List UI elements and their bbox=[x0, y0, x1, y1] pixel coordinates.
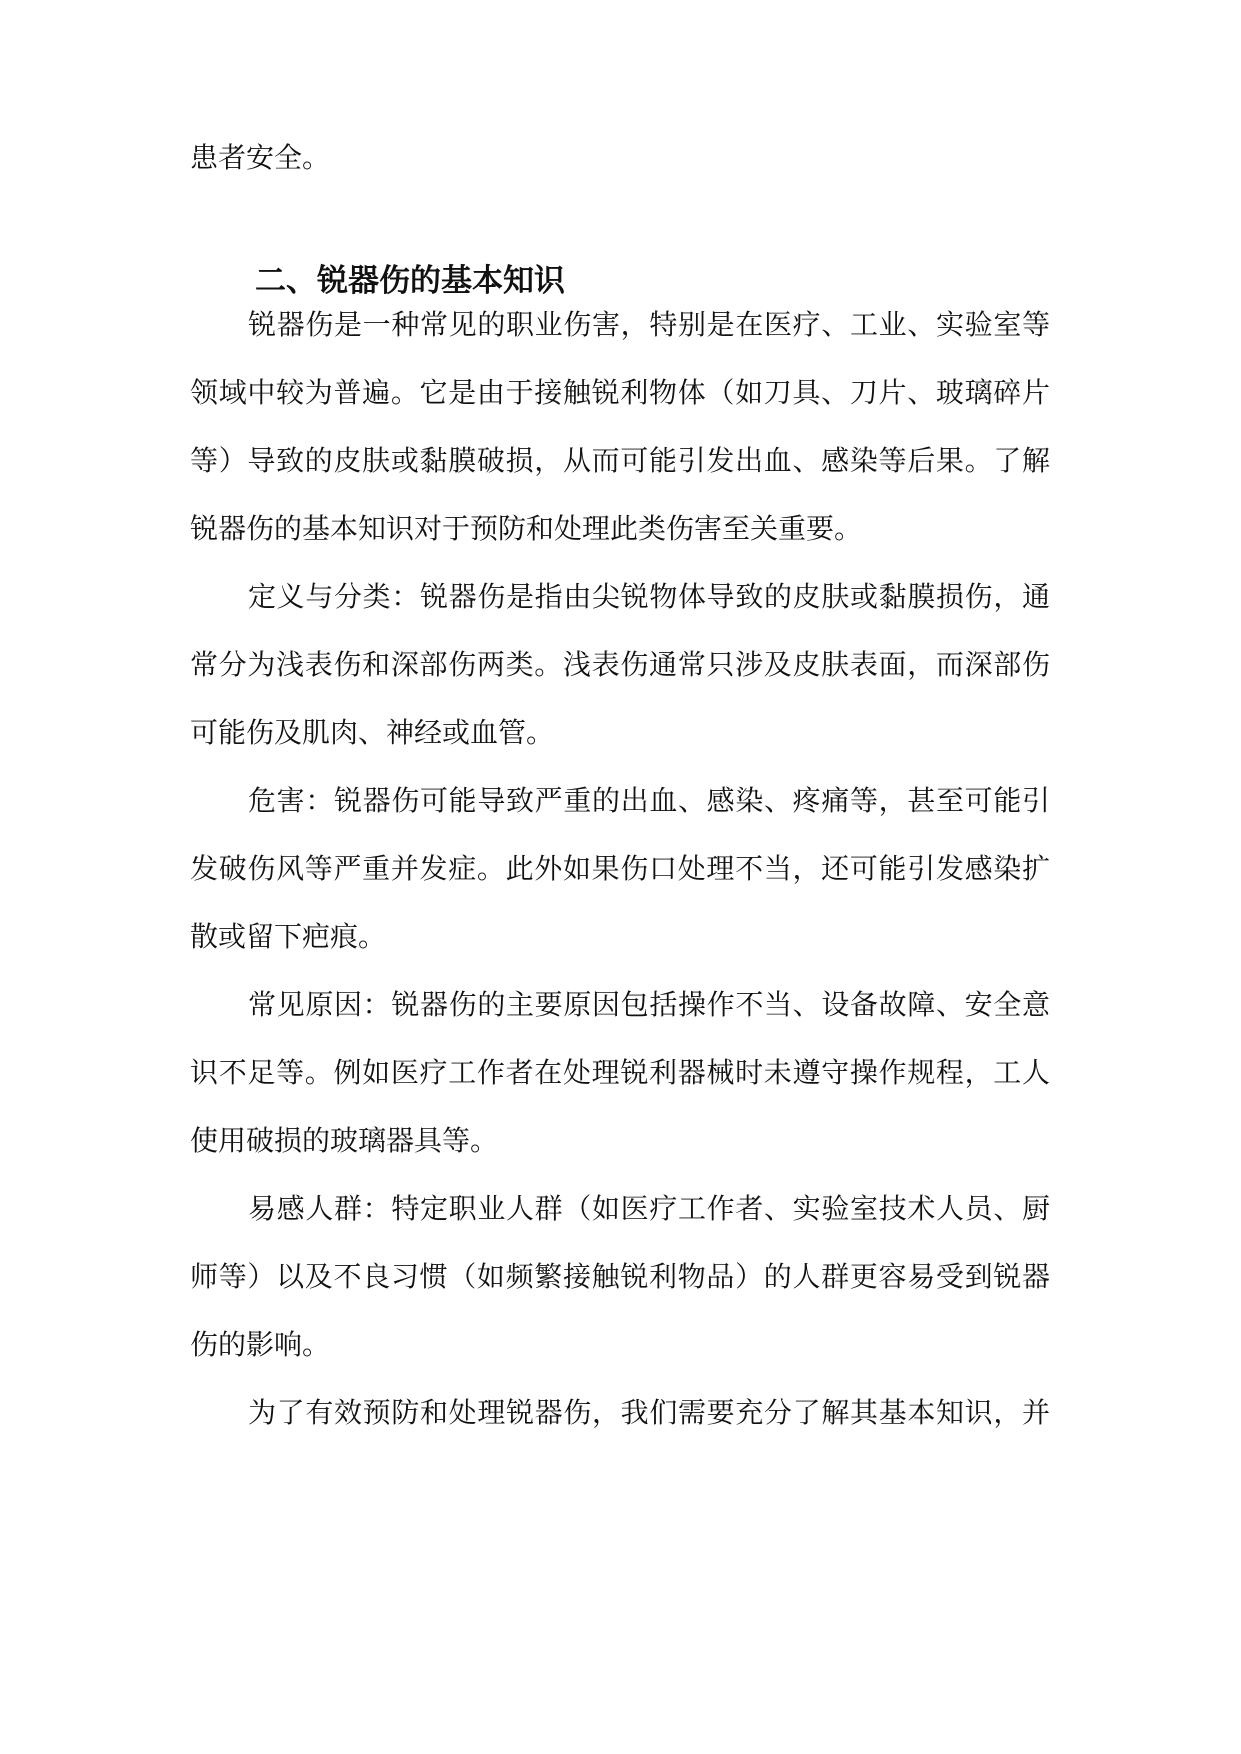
paragraph-line: 散或留下疤痕。 bbox=[190, 920, 387, 953]
paragraph-line: 为了有效预防和处理锐器伤，我们需要充分了解其基本知识，并 bbox=[248, 1396, 1050, 1429]
paragraph-line: 使用破损的玻璃器具等。 bbox=[190, 1124, 499, 1157]
continued-text: 患者安全。 bbox=[190, 141, 331, 174]
paragraph-line: 可能伤及肌肉、神经或血管。 bbox=[190, 716, 555, 749]
paragraph-line: 易感人群：特定职业人群（如医疗工作者、实验室技术人员、厨 bbox=[248, 1192, 1050, 1225]
paragraph-line: 定义与分类：锐器伤是指由尖锐物体导致的皮肤或黏膜损伤，通 bbox=[248, 580, 1050, 613]
paragraph-line: 常见原因：锐器伤的主要原因包括操作不当、设备故障、安全意 bbox=[248, 988, 1050, 1021]
paragraph-line: 师等）以及不良习惯（如频繁接触锐利物品）的人群更容易受到锐器 bbox=[190, 1260, 1050, 1293]
paragraph-line: 伤的影响。 bbox=[190, 1328, 331, 1361]
paragraph-line: 识不足等。例如医疗工作者在处理锐利器械时未遵守操作规程，工人 bbox=[190, 1056, 1050, 1089]
section-heading: 二、锐器伤的基本知识 bbox=[255, 263, 565, 299]
paragraph-line: 等）导致的皮肤或黏膜破损，从而可能引发出血、感染等后果。了解 bbox=[190, 444, 1050, 477]
paragraph-line: 锐器伤的基本知识对于预防和处理此类伤害至关重要。 bbox=[190, 512, 863, 545]
paragraph-line: 发破伤风等严重并发症。此外如果伤口处理不当，还可能引发感染扩 bbox=[190, 852, 1050, 885]
paragraph-line: 危害：锐器伤可能导致严重的出血、感染、疼痛等，甚至可能引 bbox=[248, 784, 1050, 817]
paragraph-line: 领域中较为普遍。它是由于接触锐利物体（如刀具、刀片、玻璃碎片 bbox=[190, 376, 1050, 409]
paragraph-line: 锐器伤是一种常见的职业伤害，特别是在医疗、工业、实验室等 bbox=[248, 308, 1050, 341]
paragraph-line: 常分为浅表伤和深部伤两类。浅表伤通常只涉及皮肤表面，而深部伤 bbox=[190, 648, 1050, 681]
